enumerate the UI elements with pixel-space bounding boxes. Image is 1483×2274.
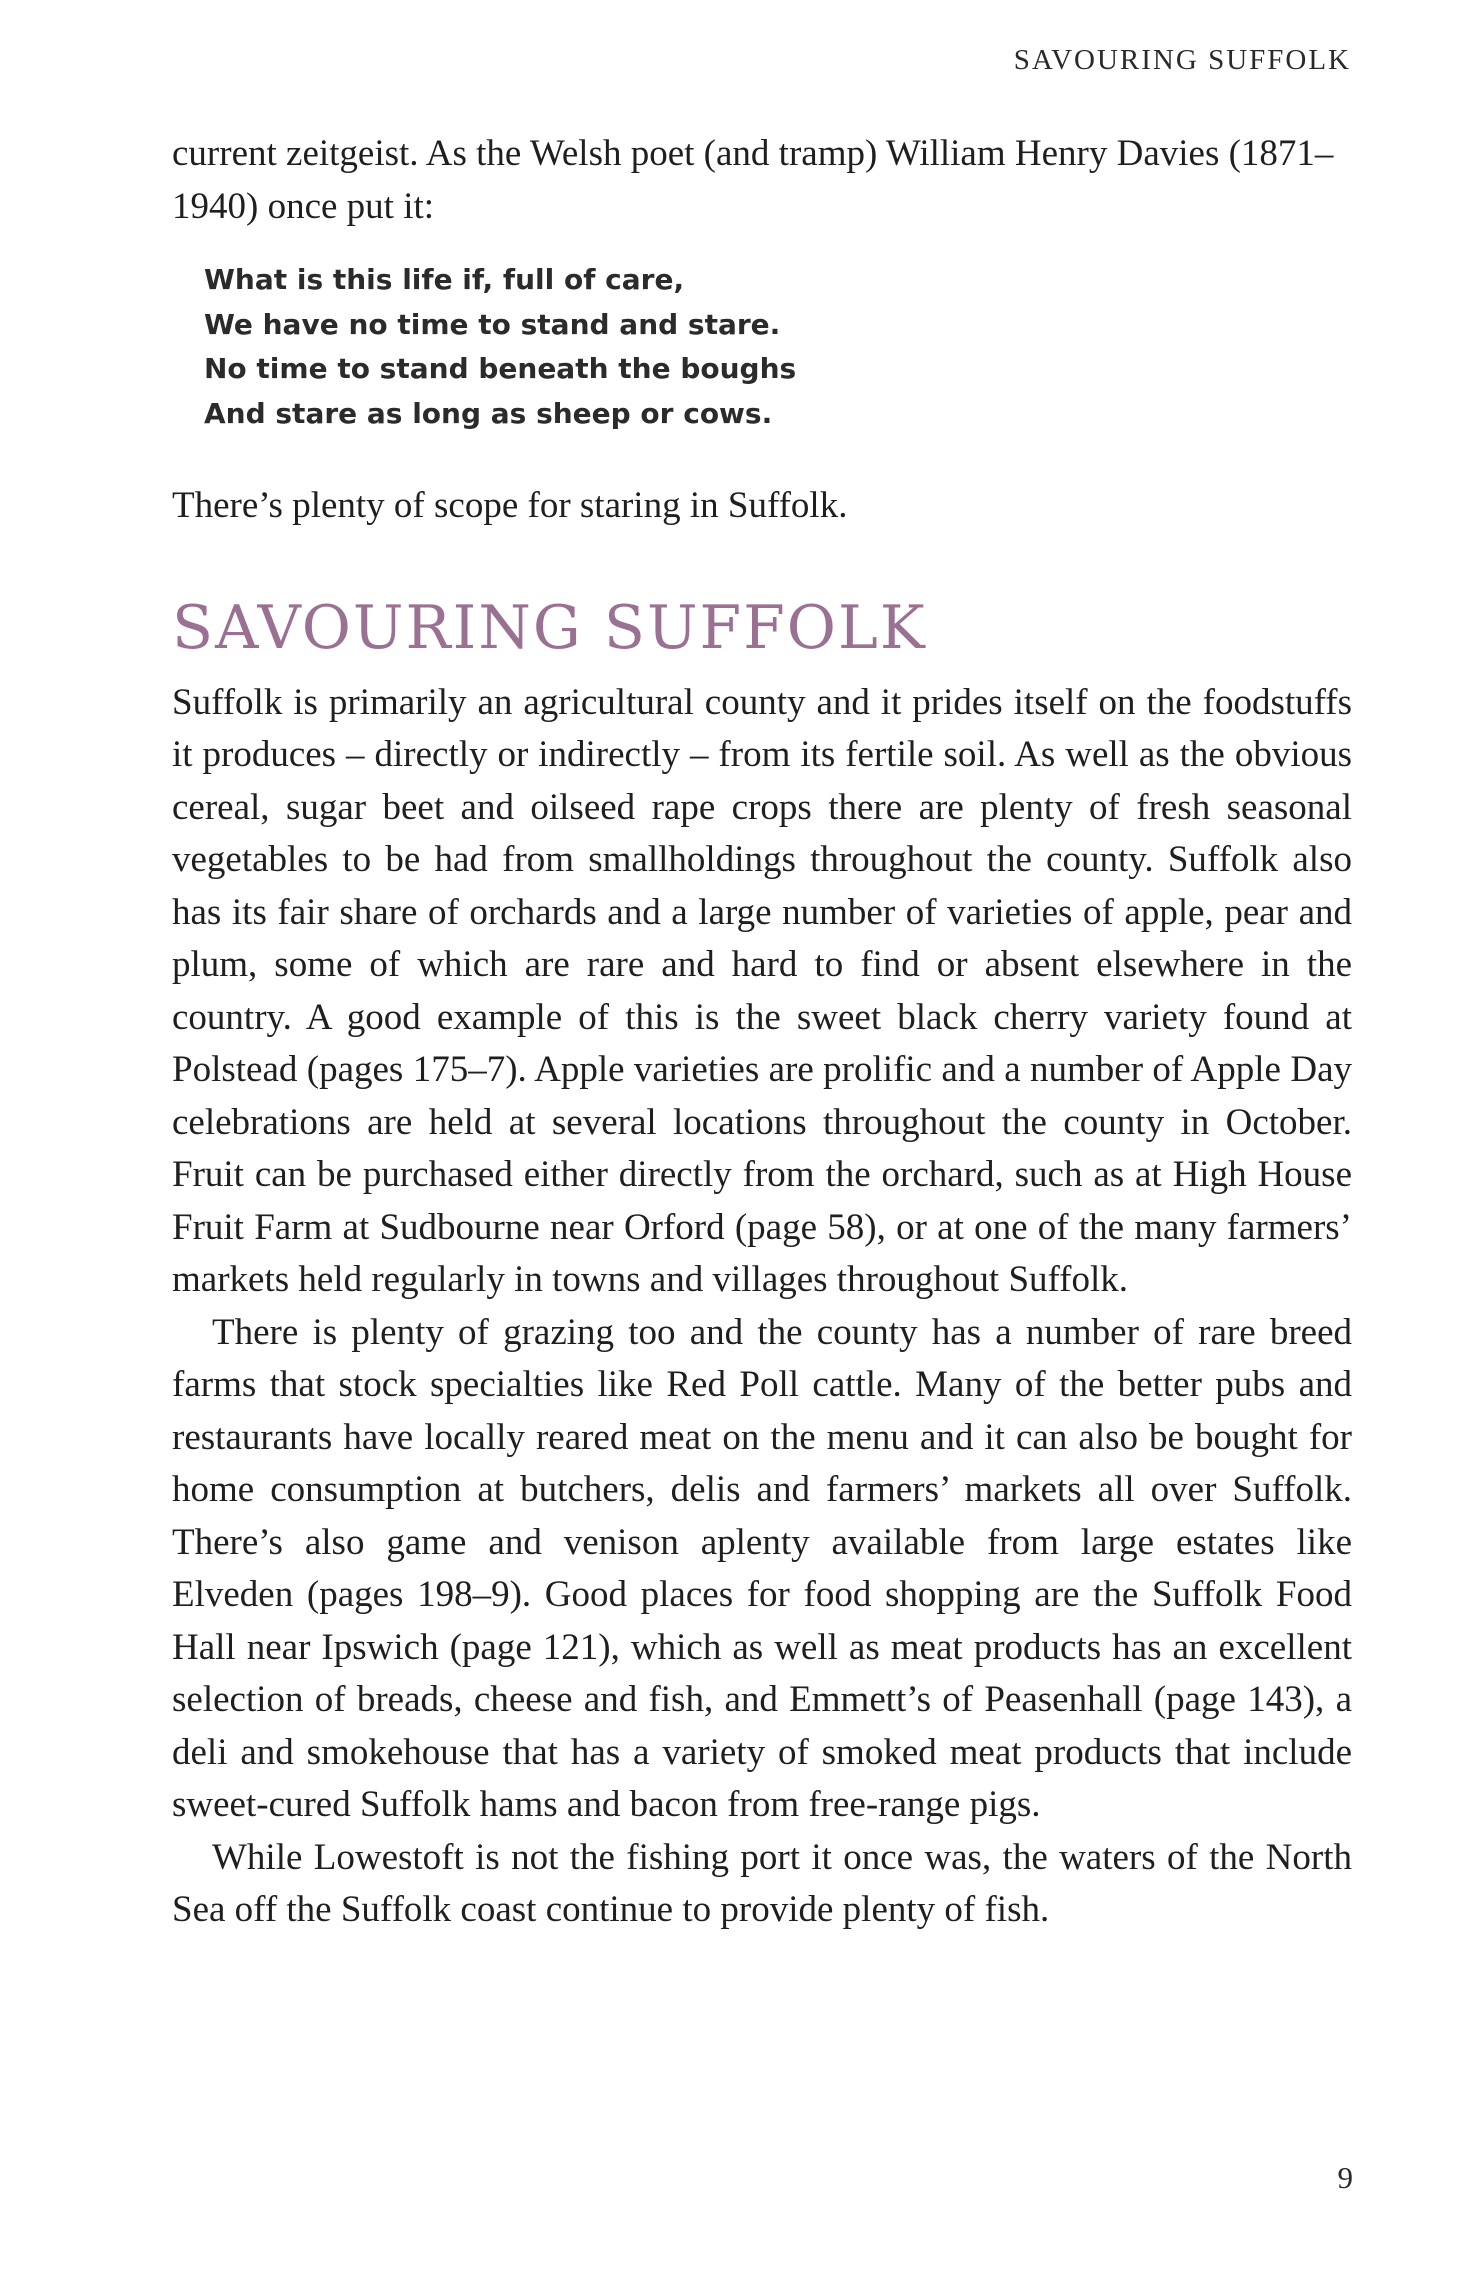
poem-line: We have no time to stand and stare. xyxy=(204,307,781,341)
running-head: SAVOURING SUFFOLK xyxy=(1013,44,1351,76)
poem-quote xyxy=(172,233,1352,456)
section-heading: SAVOURING SUFFOLK xyxy=(172,592,927,663)
poem-line: And stare as long as sheep or cows. xyxy=(204,396,773,430)
intro-paragraph: current zeitgeist. As the Welsh poet (and tramp) William Henry Davies (1871–1940) once put it: xyxy=(172,133,1334,227)
body-paragraph: There is plenty of grazing too and the county has a number of rare breed farms that stock specialties like Red Poll cattle. Many of the better pubs and restaurants have locally reared meat on the menu and it can also be bought for home consumption at butchers, delis and farmers’ markets all over Suffolk. There’s also game and venison aplenty available from large estates like Elveden (pages 198–9). Good places for food shopping are the Suffolk Food Hall near Ipswich (page 121), which as well as meat products has an excellent selection of breads, cheese and fish, and Emmett’s of Peasenhall (page 143), a deli and smokehouse that has a variety of smoked meat products that include sweet-cured Suffolk hams and bacon from free-range pigs. xyxy=(172,1311,1352,1825)
after-poem-paragraph: There’s plenty of scope for staring in Suffolk. xyxy=(172,485,848,526)
poem-line: What is this life if, full of care, xyxy=(204,263,685,296)
page-number: 9 xyxy=(1337,2160,1353,2195)
page-content xyxy=(172,128,1352,1937)
body-paragraph: Suffolk is primarily an agricultural county and it prides itself on the foodstuffs it produces – directly or indirectly – from its fertile soil. As well as the obvious cereal, sugar beet and oilseed rape crops there are plenty of fresh seasonal vegetables to be had from smallholdings throughout the county. Suffolk also has its fair share of orchards and a large number of varieties of apple, pear and plum, some of which are rare and hard to find or absent elsewhere in the country. A good example of this is the sweet black cherry variety found at Polstead (pages 175–7). Apple varieties are prolific and a number of Apple Day celebrations are held at several locations throughout the county in October. Fruit can be purchased either directly from the orchard, such as at High House Fruit Farm at Sudbourne near Orford (page 58), or at one of the many farmers’ markets held regularly in towns and villages throughout Suffolk. xyxy=(172,681,1352,1300)
body-paragraph: While Lowestoft is not the fishing port it once was, the waters of the North Sea off the Suffolk coast continue to provide plenty of fish. xyxy=(172,1836,1352,1930)
poem-line: No time to stand beneath the boughs xyxy=(204,352,797,385)
